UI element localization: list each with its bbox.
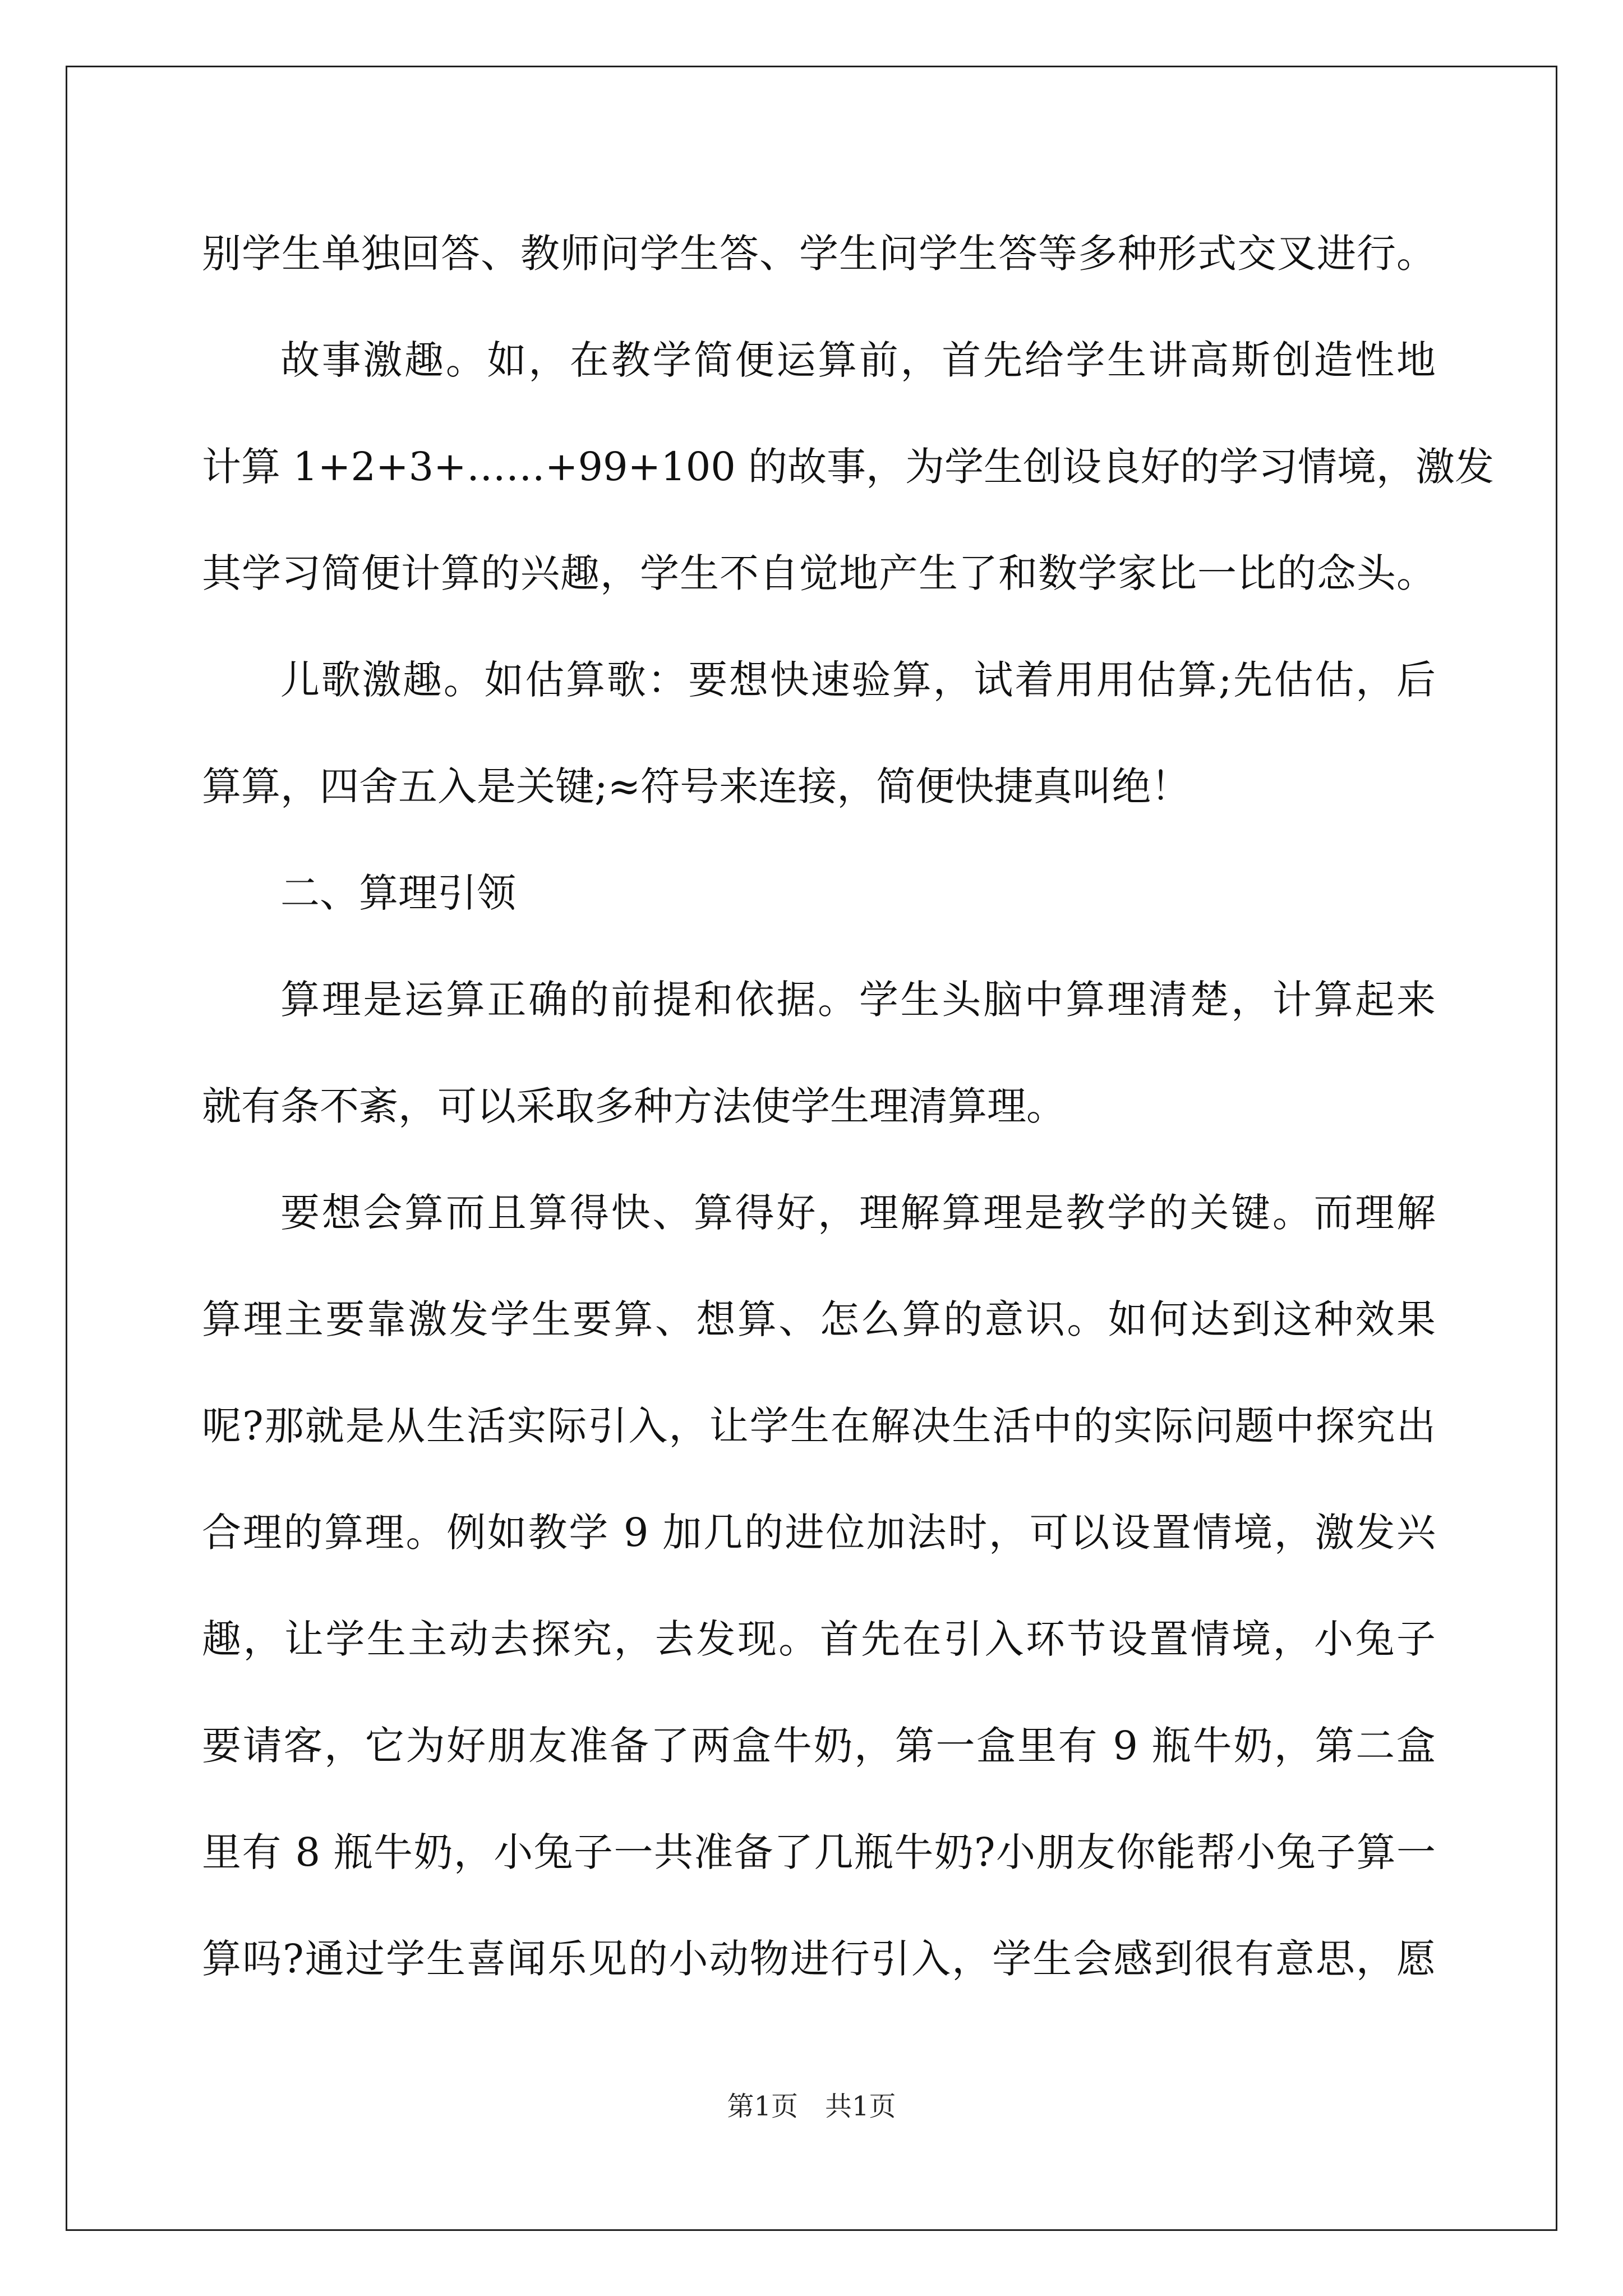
text-line: 要请客，它为好朋友准备了两盒牛奶，第一盒里有 9 瓶牛奶，第二盒 xyxy=(202,1723,1436,1769)
text-line: 儿歌激趣。如估算歌：要想快速验算，试着用用估算;先估估，后 xyxy=(280,657,1436,703)
text-line: 算吗?通过学生喜闻乐见的小动物进行引入，学生会感到很有意思，愿 xyxy=(202,1936,1436,1982)
text-line: 故事激趣。如，在教学简便运算前，首先给学生讲高斯创造性地 xyxy=(280,337,1436,383)
text-line: 算理主要靠激发学生要算、想算、怎么算的意识。如何达到这种效果 xyxy=(202,1296,1436,1342)
text-line: 合理的算理。例如教学 9 加几的进位加法时，可以设置情境，激发兴 xyxy=(202,1510,1436,1556)
text-line: 算理是运算正确的前提和依据。学生头脑中算理清楚，计算起来 xyxy=(280,977,1436,1023)
text-line: 别学生单独回答、教师问学生答、学生问学生答等多种形式交叉进行。 xyxy=(202,231,1436,277)
section-heading: 二、算理引领 xyxy=(280,870,516,916)
text-line: 其学习简便计算的兴趣，学生不自觉地产生了和数学家比一比的念头。 xyxy=(202,550,1436,596)
text-line: 算算，四舍五入是关键;≈符号来连接，简便快捷真叫绝！ xyxy=(202,763,1191,809)
text-line: 里有 8 瓶牛奶，小兔子一共准备了几瓶牛奶?小朋友你能帮小兔子算一 xyxy=(202,1829,1436,1875)
text-line: 呢?那就是从生活实际引入，让学生在解决生活中的实际问题中探究出 xyxy=(202,1403,1436,1449)
text-line: 就有条不紊，可以采取多种方法使学生理清算理。 xyxy=(202,1083,1066,1129)
text-line: 趣，让学生主动去探究，去发现。首先在引入环节设置情境，小兔子 xyxy=(202,1616,1436,1662)
page-footer: 第1页 共1页 xyxy=(727,2091,896,2122)
text-line: 计算 1+2+3+……+99+100 的故事，为学生创设良好的学习情境，激发 xyxy=(202,444,1495,490)
text-line: 要想会算而且算得快、算得好，理解算理是教学的关键。而理解 xyxy=(280,1190,1436,1236)
